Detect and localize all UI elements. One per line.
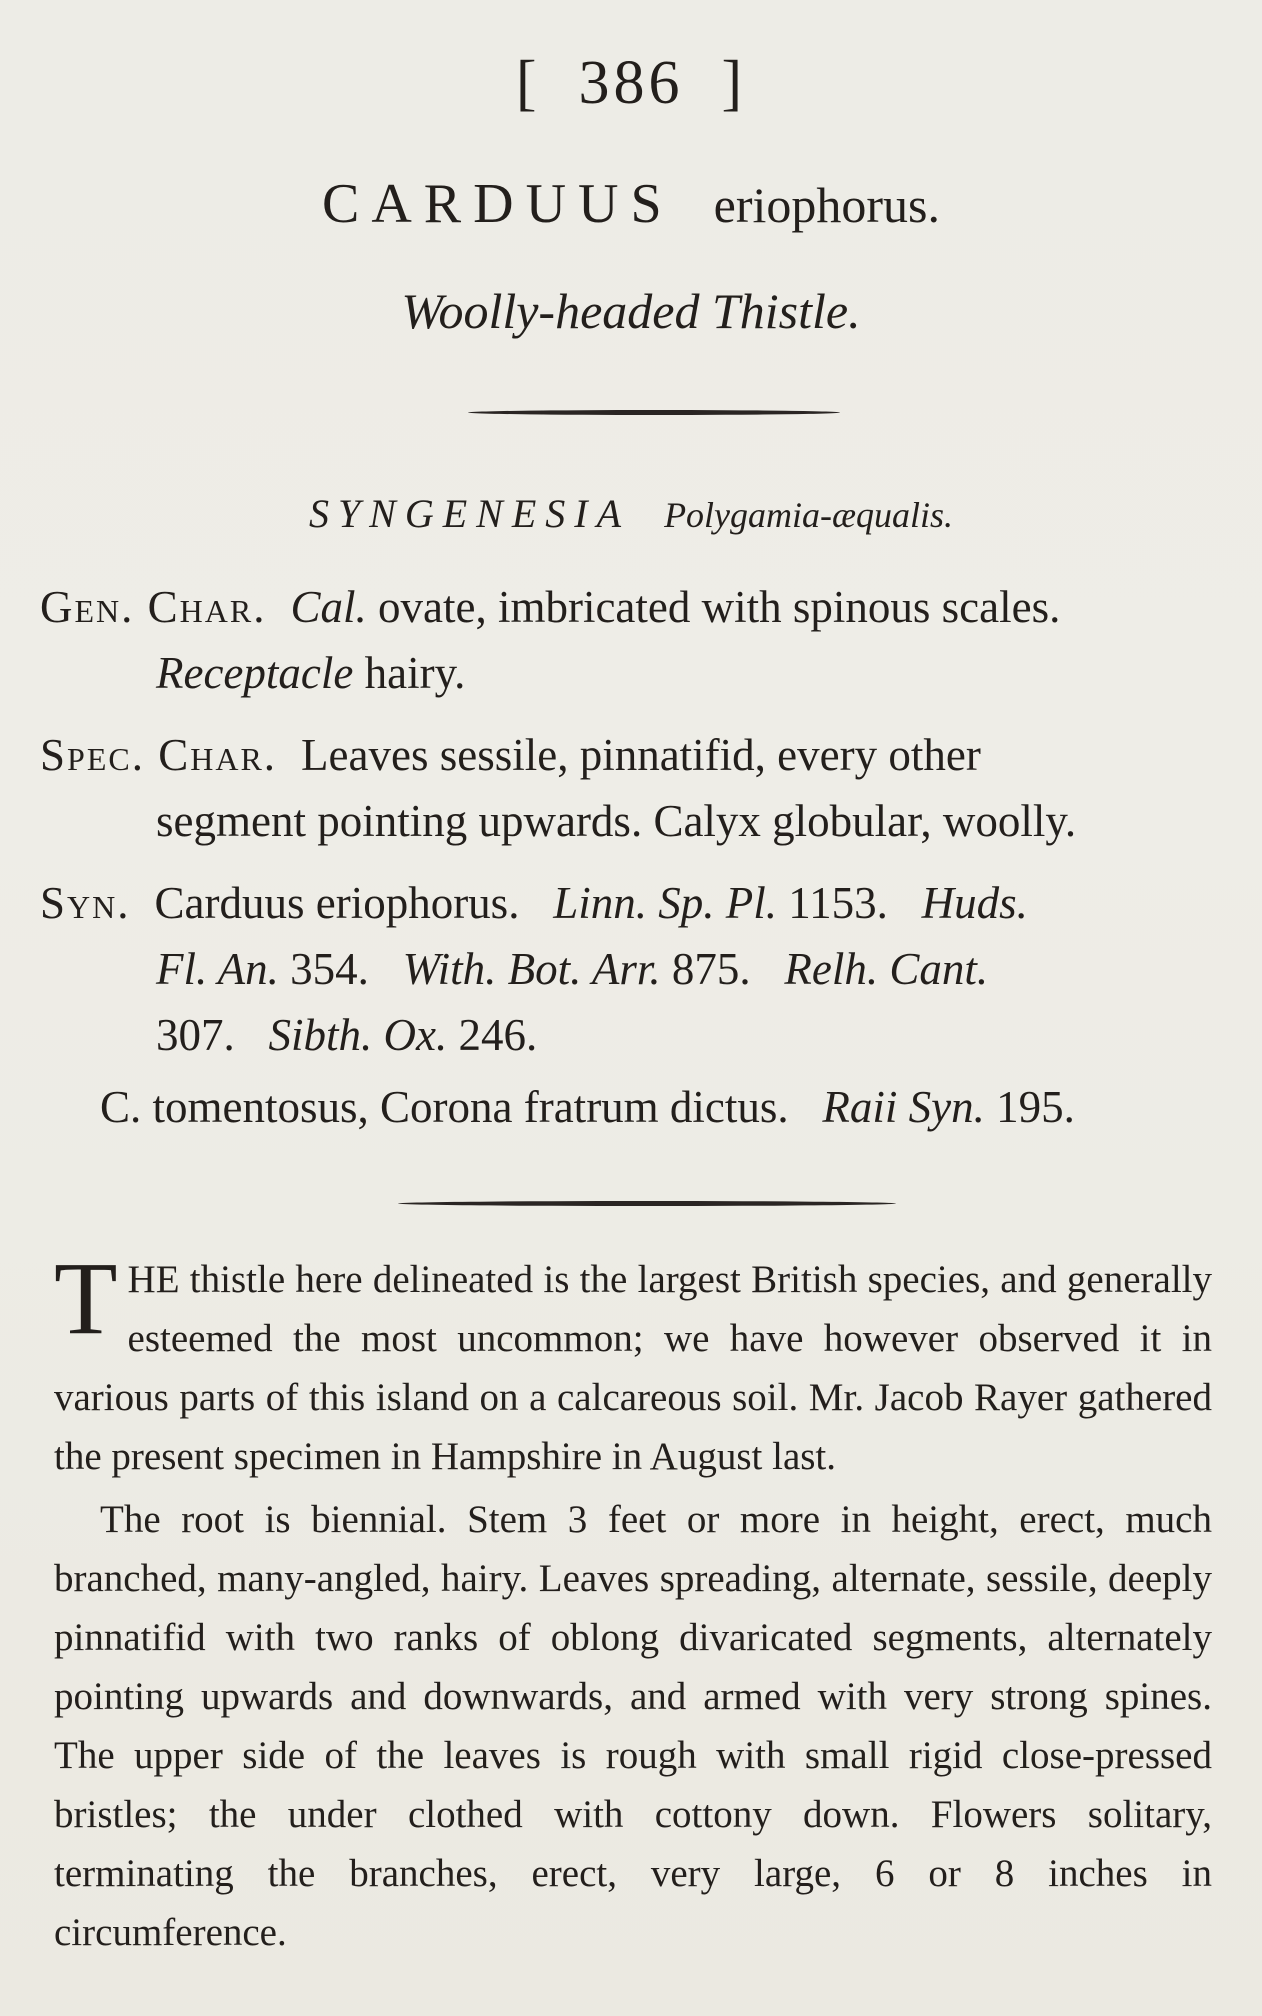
gen-char-line2: hairy. (353, 648, 466, 698)
syn-label: Syn. (40, 878, 131, 928)
class-name: SYNGENESIA (308, 491, 631, 536)
divider-rule-top (468, 410, 840, 415)
divider-rule-bottom (398, 1201, 896, 1206)
genus-name: CARDUUS (322, 173, 674, 235)
paragraph-2: The root is biennial. Stem 3 feet or more in height, erect, much branched, many-angled, hairy. Leaves spreading, alternate, sessile, deeply pinnatifid with two ranks of oblong divaricated segments, alternately pointing upwards and downwards, and armed with very strong spines. The upper side of the leaves is rough with small rigid close-pressed bristles; the under clothed with cottony down. Flowers solitary, terminating the branches, erect, very large, 6 or 8 inches in circumference. (54, 1498, 1212, 1954)
syn2-ref-raii: Raii Syn. (822, 1082, 985, 1132)
paragraph-1 (54, 1241, 1212, 1486)
species-name: eriophorus. (713, 177, 940, 233)
syn-ref-flan: Fl. An. (156, 944, 279, 994)
syn-ref-huds: Huds. (921, 878, 1028, 928)
paragraph-1-text: HE thistle here delineated is the largest British species, and generally esteemed the most uncommon; we have however observed it in various parts of this island on a calcareous soil. Mr. Jacob Rayer gathered the present specimen in Hampshire in August last. (54, 1258, 1212, 1478)
syn-ref-relh-num: 307. (156, 1010, 235, 1060)
spec-char-label: Spec. Char. (40, 730, 278, 780)
classification (0, 490, 1262, 537)
order-name: Polygamia-æqualis. (664, 495, 954, 535)
syn-ref-linn-num: 1153. (776, 878, 888, 928)
spec-char-line2: segment pointing upwards. Calyx globular, woolly. (156, 796, 1077, 846)
common-name: Woolly-headed Thistle. (401, 283, 861, 339)
syn-name: Carduus eriophorus. (154, 878, 520, 928)
page-number-value: 386 (578, 49, 684, 117)
synonymy (40, 870, 1230, 1068)
bracket-left: [ (515, 49, 541, 117)
drop-cap: T (54, 1241, 118, 1356)
specific-character (40, 722, 1230, 854)
generic-character (40, 574, 1230, 706)
syn-ref-linn: Linn. Sp. Pl. (553, 878, 777, 928)
syn2-text: C. tomentosus, Corona fratrum dictus. (100, 1082, 789, 1132)
gen-char-line1: ovate, imbricated with spinous scales. (366, 582, 1061, 632)
species-title (0, 172, 1262, 236)
gen-char-receptacle: Receptacle (156, 648, 354, 698)
synonymy-second (100, 1074, 1230, 1140)
syn-ref-with-num: 875. (660, 944, 751, 994)
syn-ref-flan-num: 354. (278, 944, 369, 994)
syn-ref-sibth: Sibth. Ox. (268, 1010, 448, 1060)
syn-ref-sibth-num: 246. (447, 1010, 538, 1060)
page-number (0, 48, 1262, 119)
syn-ref-relh: Relh. Cant. (784, 944, 989, 994)
syn-ref-with: With. Bot. Arr. (402, 944, 661, 994)
bracket-right: ] (721, 49, 747, 117)
syn2-ref-raii-num: 195. (984, 1082, 1075, 1132)
spec-char-line1: Leaves sessile, pinnatifid, every other (301, 730, 981, 780)
description-text (54, 1241, 1212, 1962)
gen-char-label: Gen. Char. (40, 582, 267, 632)
gen-char-cal: Cal. (290, 582, 367, 632)
